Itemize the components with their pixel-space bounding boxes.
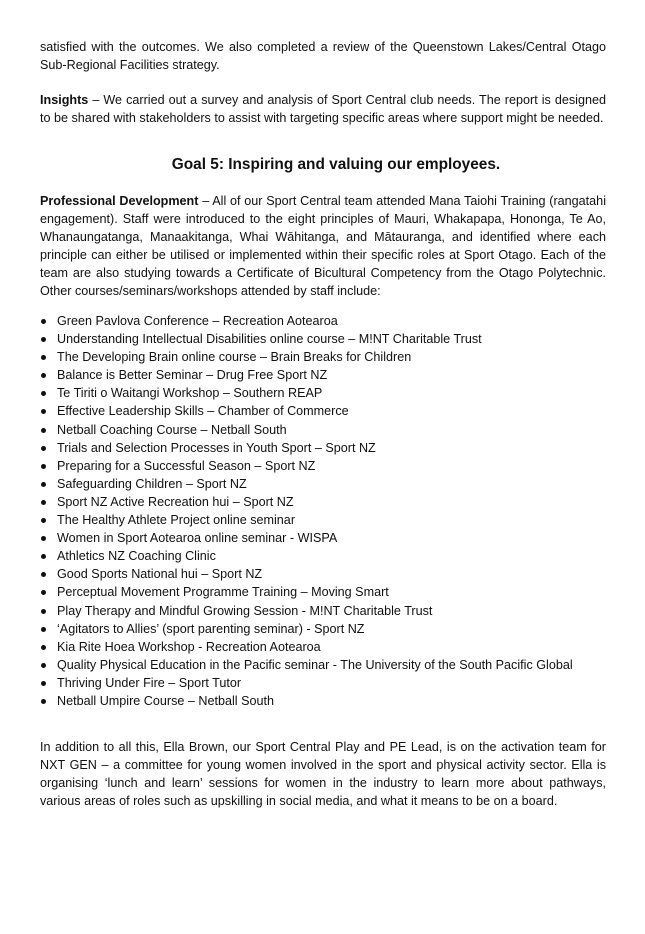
bullet-icon: [41, 609, 46, 614]
list-item-text: The Developing Brain online course – Brain Breaks for Children: [57, 350, 412, 365]
list-item: [40, 565, 606, 583]
list-item: [40, 439, 606, 457]
bullet-icon: [41, 627, 46, 632]
list-item: [40, 692, 606, 710]
list-item-text: Preparing for a Successful Season – Sport NZ: [57, 458, 316, 473]
list-item: [40, 493, 606, 511]
list-item-text: Thriving Under Fire – Sport Tutor: [57, 675, 242, 690]
goal-heading: Goal 5: Inspiring and valuing our employees.: [171, 156, 501, 173]
bullet-icon: [41, 355, 46, 360]
list-item: [40, 602, 606, 620]
list-item-text: Women in Sport Aotearoa online seminar - WISPA: [57, 531, 338, 546]
list-item-text: Green Pavlova Conference – Recreation Aotearoa: [57, 314, 338, 328]
list-item-text: Play Therapy and Mindful Growing Session - M!NT Charitable Trust: [57, 603, 433, 618]
insights-label: Insights: [40, 93, 89, 107]
list-item-text: Perceptual Movement Programme Training – Moving Smart: [57, 585, 389, 600]
list-item-text: Safeguarding Children – Sport NZ: [57, 476, 247, 491]
bullet-icon: [41, 446, 46, 451]
document-page: [40, 38, 606, 810]
bullet-icon: [41, 500, 46, 505]
list-item: [40, 348, 606, 366]
insights-paragraph: [40, 91, 606, 127]
bullet-icon: [41, 337, 46, 342]
bullet-icon: [41, 590, 46, 595]
bullet-icon: [41, 482, 46, 487]
bullet-icon: [41, 373, 46, 378]
closing-paragraph: In addition to all this, Ella Brown, our Sport Central Play and PE Lead, is on the activation team for NXT GEN – a committee for young women involved in the sport and physical activity sector. Ella is organising ‘lunch and learn’ sessions for women in the industry to learn more about pathways, various areas of roles such as upskilling in social media, and what it means to be on a board.: [40, 740, 606, 809]
bullet-icon: [41, 319, 46, 324]
insights-text: – We carried out a survey and analysis of Sport Central club needs. The report is designed to be shared with stakeholders to assist with targeting specific areas where support might be needed.: [40, 93, 606, 125]
list-item-text: Athletics NZ Coaching Clinic: [57, 549, 216, 564]
professional-development-label: Professional Development: [40, 194, 199, 208]
list-item: [40, 384, 606, 402]
list-item-text: Balance is Better Seminar – Drug Free Sport NZ: [57, 368, 328, 383]
list-item-text: Quality Physical Education in the Pacific seminar - The University of the South Pacific Global: [57, 657, 573, 672]
bullet-icon: [41, 554, 46, 559]
professional-development-text: – All of our Sport Central team attended Mana Taiohi Training (rangatahi engagement). Staff were introduced to the eight principles of Mauri, Whakapapa, Hononga, Te Ao, Whanaungatanga, Manaakitanga, Whai Wāhitanga, and Mātauranga, and identified where each principle can either be utilised or implemented within their specific roles at Sport Otago. Each of the team are also studying towards a Certificate of Bicultural Competency from the Otago Polytechnic. Other courses/seminars/workshops attended by staff include:: [40, 194, 606, 298]
list-item-text: Sport NZ Active Recreation hui – Sport NZ: [57, 494, 294, 509]
bullet-icon: [41, 645, 46, 650]
list-item-text: Effective Leadership Skills – Chamber of Commerce: [57, 404, 349, 419]
list-item-text: Netball Umpire Course – Netball South: [57, 693, 274, 708]
bullet-icon: [41, 699, 46, 704]
bullet-icon: [41, 409, 46, 414]
bullet-icon: [41, 572, 46, 577]
list-item: [40, 475, 606, 493]
list-item-text: Netball Coaching Course – Netball South: [57, 422, 287, 437]
bullet-icon: [41, 391, 46, 396]
bullet-icon: [41, 518, 46, 523]
course-list: [40, 312, 606, 710]
list-item-text: The Healthy Athlete Project online seminar: [57, 513, 296, 528]
list-item-text: Kia Rite Hoea Workshop - Recreation Aotearoa: [57, 639, 321, 654]
list-item-text: ‘Agitators to Allies’ (sport parenting seminar) - Sport NZ: [57, 621, 365, 636]
bullet-icon: [41, 681, 46, 686]
list-item-text: Good Sports National hui – Sport NZ: [57, 567, 263, 582]
list-item-text: Te Tiriti o Waitangi Workshop – Southern REAP: [57, 386, 323, 401]
top-paragraph: satisfied with the outcomes. We also completed a review of the Queenstown Lakes/Central Otago Sub-Regional Facilities strategy.: [40, 40, 606, 72]
list-item: [40, 421, 606, 439]
professional-development-paragraph: [40, 192, 606, 300]
list-item: [40, 312, 606, 330]
list-item: [40, 529, 606, 547]
bullet-icon: [41, 536, 46, 541]
list-item: [40, 583, 606, 601]
list-item: [40, 366, 606, 384]
bullet-icon: [41, 663, 46, 668]
list-item: [40, 511, 606, 529]
list-item: [40, 330, 606, 348]
list-item: [40, 547, 606, 565]
list-item: [40, 656, 606, 674]
list-item: [40, 620, 606, 638]
list-item: [40, 402, 606, 420]
list-item: [40, 638, 606, 656]
list-item: [40, 674, 606, 692]
list-item-text: Understanding Intellectual Disabilities online course – M!NT Charitable Trust: [57, 332, 482, 347]
list-item: [40, 457, 606, 475]
bullet-icon: [41, 428, 46, 433]
bullet-icon: [41, 464, 46, 469]
list-item-text: Trials and Selection Processes in Youth Sport – Sport NZ: [57, 440, 376, 455]
